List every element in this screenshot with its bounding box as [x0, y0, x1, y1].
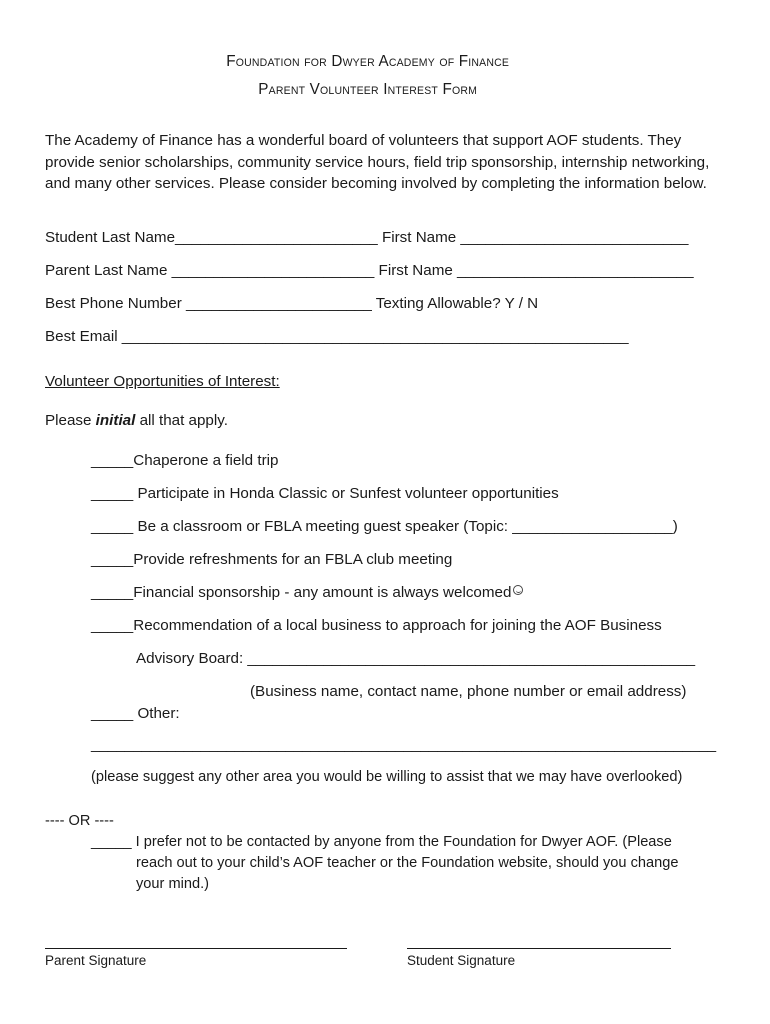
opt-out-line2: reach out to your child’s AOF teacher or the Foundation website, should you change: [136, 855, 679, 871]
other-write-in-line[interactable]: __________________________________________________________________________: [91, 736, 717, 753]
opportunity-item-other[interactable]: _____ Other:: [91, 705, 180, 722]
email-field[interactable]: Best Email ____________________________________________________________: [45, 328, 629, 345]
sponsorship-text: _____Financial sponsorship - any amount is always welcomed: [91, 584, 512, 601]
instruction-pre: Please: [45, 412, 96, 429]
phone-field[interactable]: Best Phone Number ______________________ Texting Allowable? Y / N: [45, 295, 539, 312]
opportunity-item-honda-classic[interactable]: _____ Participate in Honda Classic or Sunfest volunteer opportunities: [91, 485, 559, 502]
instruction-emphasis: initial: [95, 412, 136, 429]
form-title-line1: Foundation for Dwyer Academy of Finance: [226, 53, 510, 70]
other-note: (please suggest any other area you would be willing to assist that we may have overlooked): [91, 769, 683, 785]
advisory-board-field[interactable]: Advisory Board: _____________________________________________________: [136, 650, 696, 667]
opportunities-heading: Volunteer Opportunities of Interest:: [45, 373, 280, 390]
instruction-post: all that apply.: [135, 412, 228, 429]
opportunity-item-guest-speaker[interactable]: _____ Be a classroom or FBLA meeting guest speaker (Topic: ___________________): [91, 518, 678, 535]
or-separator: ---- OR ----: [45, 813, 114, 829]
student-signature-line[interactable]: [407, 948, 671, 949]
opt-out-line1[interactable]: _____ I prefer not to be contacted by anyone from the Foundation for Dwyer AOF. (Please: [91, 834, 672, 850]
parent-name-field[interactable]: Parent Last Name ________________________ First Name ____________________________: [45, 262, 694, 279]
opportunity-item-refreshments[interactable]: _____Provide refreshments for an FBLA club meeting: [91, 551, 453, 568]
smiley-face-icon: [513, 585, 523, 595]
opportunity-item-business-recommendation[interactable]: _____Recommendation of a local business to approach for joining the AOF Business: [91, 617, 662, 634]
parent-signature-label: Parent Signature: [45, 953, 147, 968]
initial-instruction: [45, 412, 228, 429]
business-note: (Business name, contact name, phone number or email address): [250, 683, 687, 700]
opportunity-item-sponsorship[interactable]: [91, 584, 523, 601]
student-name-field[interactable]: Student Last Name________________________ First Name ___________________________: [45, 229, 689, 246]
parent-signature-line[interactable]: [45, 948, 347, 949]
opportunity-item-chaperone[interactable]: _____Chaperone a field trip: [91, 452, 279, 469]
form-title-line2: Parent Volunteer Interest Form: [258, 81, 478, 98]
opt-out-line3: your mind.): [136, 876, 209, 892]
intro-paragraph: The Academy of Finance has a wonderful board of volunteers that support AOF students. They provide senior scholarships, community service hours, field trip sponsorship, internship networking, and many other services. Please consider becoming involved by completing the information below.: [45, 132, 710, 192]
student-signature-label: Student Signature: [407, 953, 516, 968]
